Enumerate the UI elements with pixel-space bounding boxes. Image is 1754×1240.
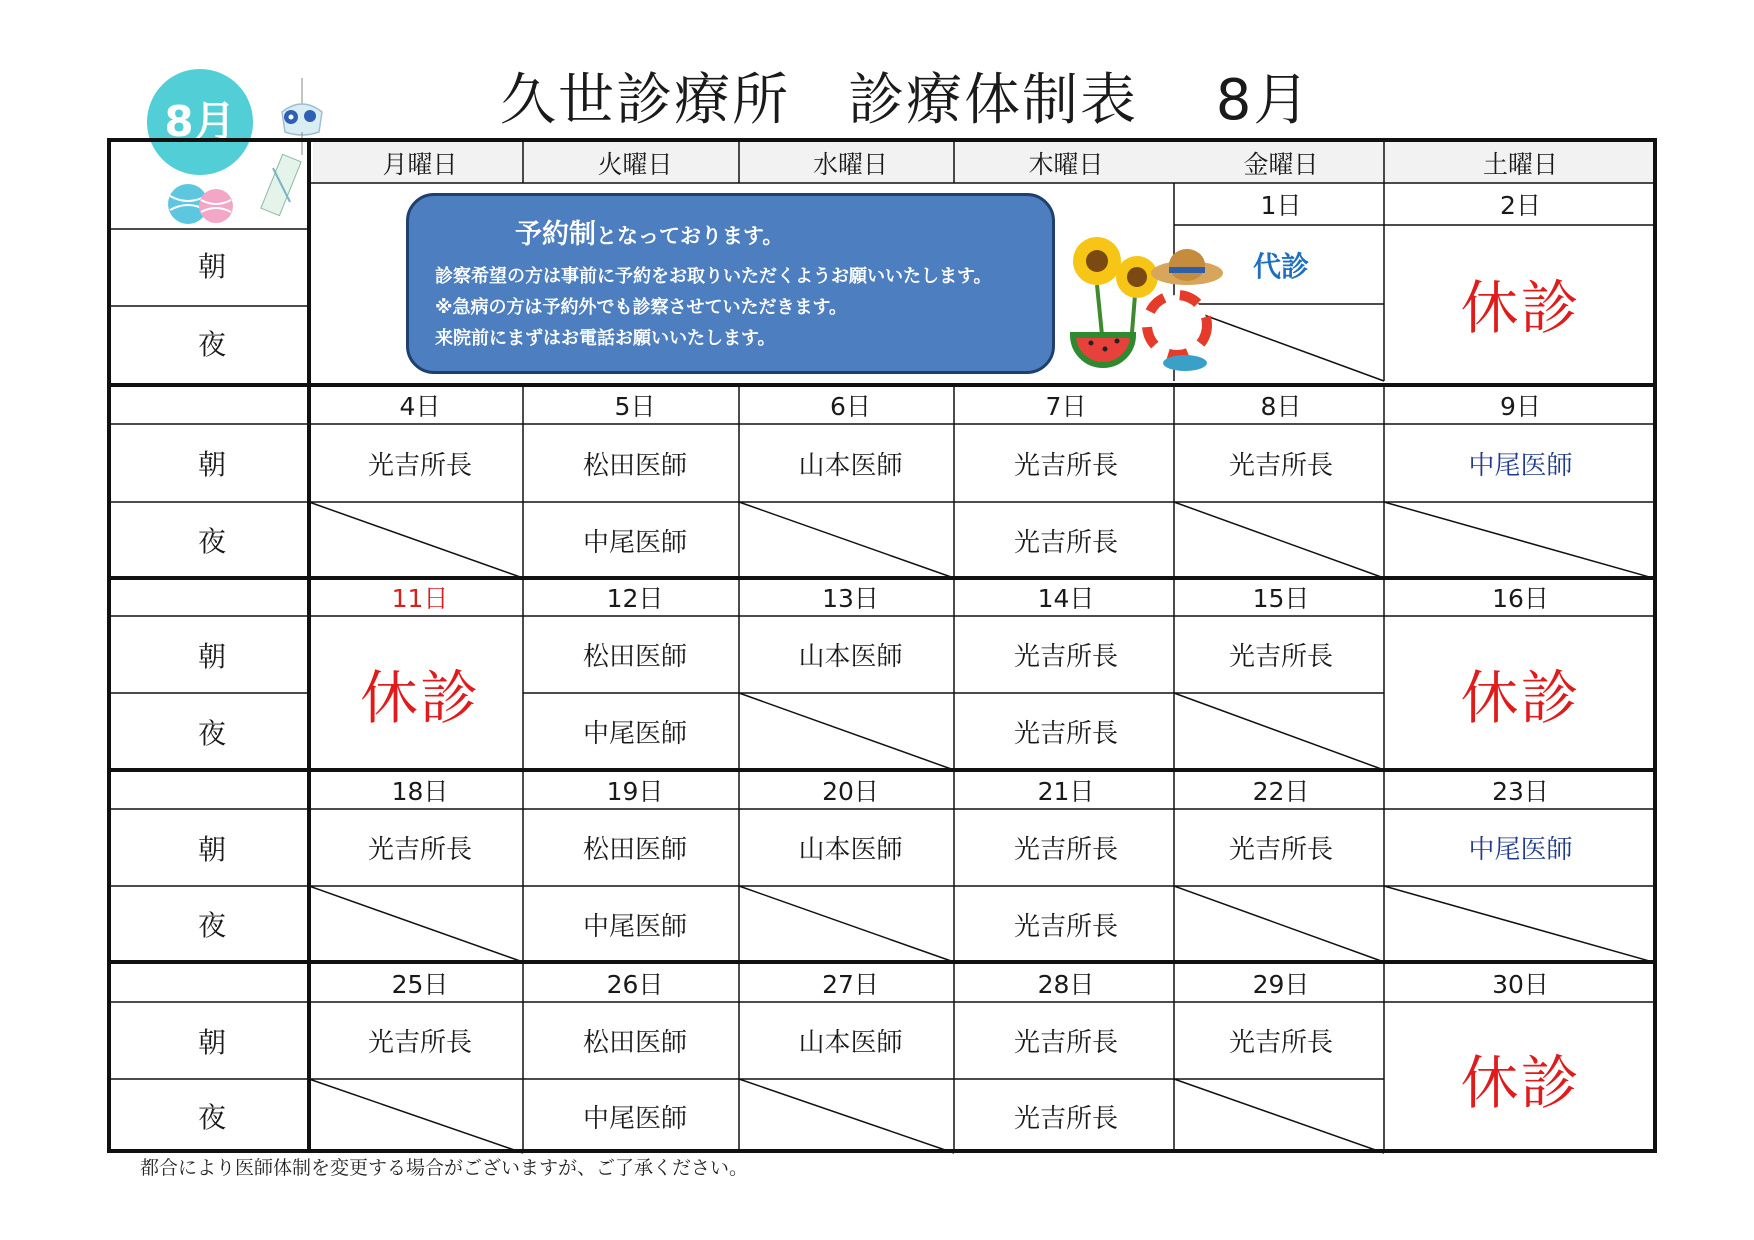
doctor-cell: 光吉所長	[1228, 835, 1333, 865]
date-cell: 30日	[1492, 970, 1549, 999]
doctor-cell: 光吉所長	[1228, 642, 1333, 672]
date-cell: 14日	[1037, 584, 1095, 613]
doctor-cell: 光吉所長	[1013, 1028, 1118, 1058]
footer-note: 都合により医師体制を変更する場合がございますが、ご了承ください。	[140, 1157, 749, 1179]
date-cell: 20日	[822, 776, 879, 806]
date-cell: 8日	[1260, 391, 1302, 421]
notice-line: ※急病の方は予約外でも診察させていただきます。	[435, 297, 848, 318]
doctor-cell: 中尾医師	[1468, 450, 1573, 481]
date-cell: 19日	[606, 776, 664, 806]
date-cell: 23日	[1492, 776, 1549, 806]
notice-line: 診察希望の方は事前に予約をお取りいただくようお願いいたします。	[435, 266, 992, 287]
date-cell: 11日	[391, 584, 449, 613]
night-label: 夜	[197, 1101, 226, 1134]
night-label: 夜	[197, 716, 226, 750]
weekday-header: 土曜日	[1388, 142, 1653, 183]
notice-heading-main: 予約制	[515, 219, 596, 250]
notice-heading-rest: となっております。	[596, 224, 784, 248]
morning-label: 朝	[197, 639, 226, 673]
closed-label: 休診	[1460, 1048, 1581, 1117]
date-cell: 15日	[1252, 584, 1310, 613]
doctor-cell: 光吉所長	[1013, 642, 1118, 672]
doctor-cell: 松田医師	[582, 1028, 687, 1058]
date-cell: 18日	[391, 776, 449, 806]
doctor-cell: 山本医師	[798, 835, 903, 865]
sunflower-watermelon-icon	[1065, 225, 1225, 375]
month-badge: 8月	[147, 69, 253, 175]
date-cell: 9日	[1500, 391, 1541, 421]
doctor-cell: 中尾医師	[1468, 835, 1573, 865]
date-cell: 6日	[830, 391, 871, 421]
weekday-header: 月曜日	[313, 142, 527, 183]
date-cell: 12日	[606, 584, 664, 613]
doctor-cell: 中尾医師	[582, 911, 687, 942]
date-cell: 29日	[1252, 970, 1310, 999]
page-title: 久世診療所 診療体制表 8月	[500, 68, 1312, 133]
doctor-cell: 光吉所長	[1013, 527, 1118, 558]
morning-label: 朝	[197, 448, 226, 481]
closed-label: 休診	[359, 664, 480, 732]
date-cell: 4日	[399, 391, 441, 421]
doctor-cell: 松田医師	[582, 450, 687, 481]
doctor-cell: 中尾医師	[582, 719, 687, 749]
notice-line: 来院前にまずはお電話お願いいたします。	[435, 328, 776, 349]
doctor-cell: 光吉所長	[1013, 911, 1118, 942]
doctor-cell: 松田医師	[582, 642, 687, 672]
doctor-cell: 山本医師	[798, 642, 903, 672]
doctor-cell: 光吉所長	[1228, 450, 1333, 481]
date-cell: 7日	[1045, 391, 1087, 421]
night-label: 夜	[197, 327, 226, 361]
weekday-header: 木曜日	[958, 142, 1174, 183]
date-cell: 2日	[1500, 191, 1541, 220]
date-cell: 22日	[1252, 776, 1310, 806]
doctor-cell: 光吉所長	[1013, 835, 1118, 865]
doctor-cell: 山本医師	[798, 1028, 903, 1058]
night-label: 夜	[197, 909, 226, 942]
substitute-doctor: 代診	[1252, 249, 1309, 283]
doctor-cell: 光吉所長	[367, 450, 472, 481]
doctor-cell: 光吉所長	[1228, 1028, 1333, 1058]
doctor-cell: 光吉所長	[1013, 719, 1118, 749]
date-cell: 26日	[606, 970, 664, 999]
closed-label: 休診	[1460, 274, 1581, 342]
date-cell: 5日	[614, 391, 656, 421]
doctor-cell: 中尾医師	[582, 1103, 687, 1134]
date-cell: 13日	[822, 584, 879, 613]
doctor-cell: 光吉所長	[1013, 450, 1118, 481]
doctor-cell: 山本医師	[798, 450, 903, 481]
weekday-header: 金曜日	[1174, 142, 1388, 183]
date-cell: 25日	[391, 970, 449, 999]
weekday-header: 火曜日	[527, 142, 743, 183]
date-cell: 27日	[822, 970, 879, 999]
doctor-cell: 光吉所長	[1013, 1103, 1118, 1134]
date-cell: 21日	[1037, 776, 1095, 806]
morning-label: 朝	[197, 1025, 226, 1059]
morning-label: 朝	[197, 832, 226, 866]
doctor-cell: 光吉所長	[367, 1028, 472, 1058]
doctor-cell: 光吉所長	[367, 835, 472, 865]
date-cell: 28日	[1037, 970, 1095, 999]
reservation-notice	[406, 193, 1055, 374]
night-label: 夜	[197, 525, 226, 558]
doctor-cell: 中尾医師	[582, 527, 687, 558]
date-cell: 1日	[1260, 191, 1302, 220]
weekday-header: 水曜日	[743, 142, 958, 183]
notice-heading	[515, 212, 1030, 251]
date-cell: 16日	[1492, 584, 1549, 613]
closed-label: 休診	[1460, 664, 1581, 732]
morning-label: 朝	[197, 249, 226, 283]
doctor-cell: 松田医師	[582, 835, 687, 865]
